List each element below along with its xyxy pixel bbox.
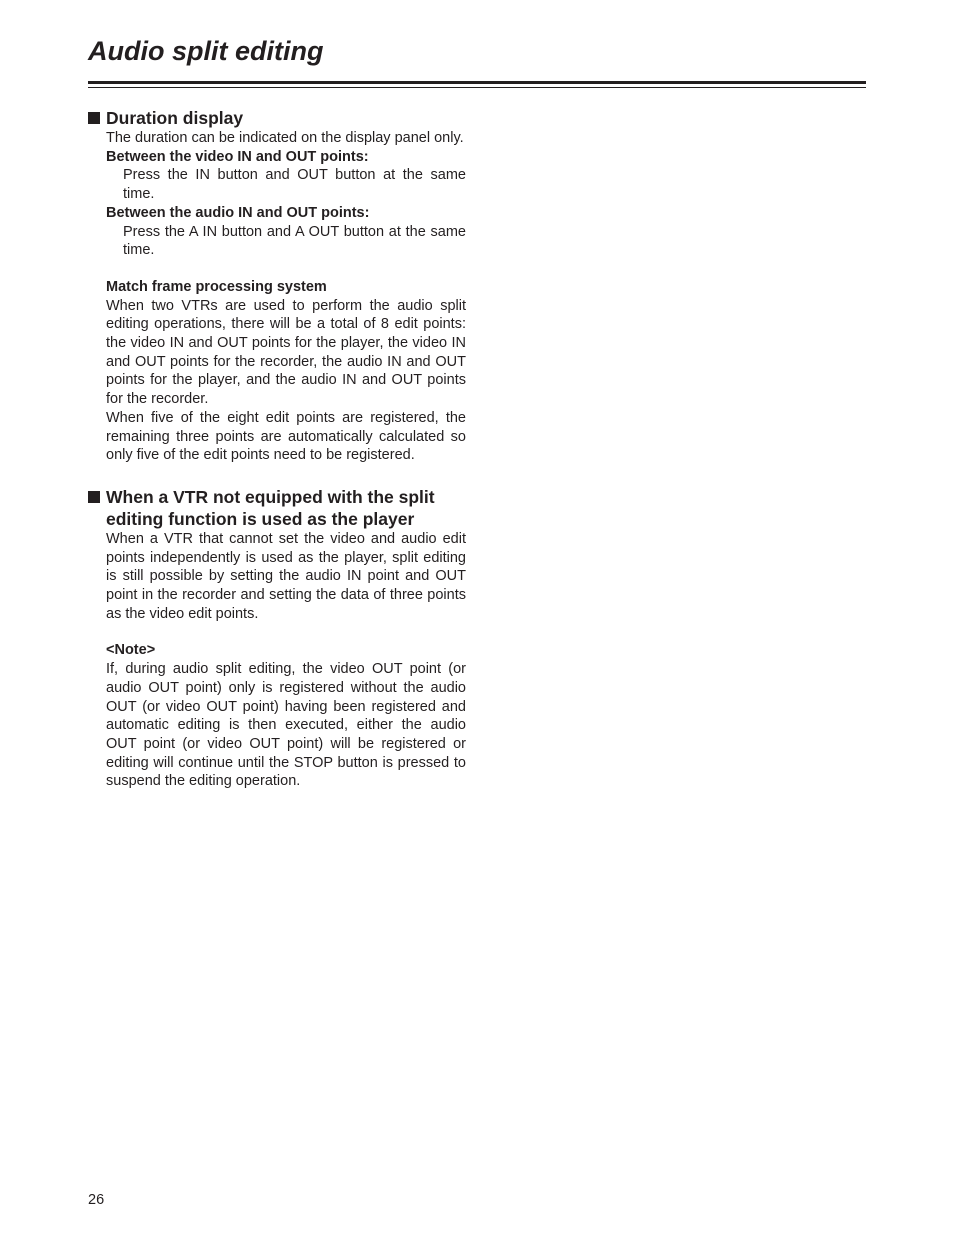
paragraph: When two VTRs are used to perform the audio split editing operations, there will be a total of 8 edit points: the video IN and OUT points for the player, the video IN and OUT points for the recorder, the audio IN and OUT points for the player, and the audio IN and OUT points for the recorder. xyxy=(106,297,466,408)
paragraph: When five of the eight edit points are registered, the remaining three points are automatically calculated so only five of the edit points need to be registered. xyxy=(106,409,466,464)
section-heading xyxy=(88,107,466,129)
section-heading-text: Duration display xyxy=(106,108,244,128)
note-text: If, during audio split editing, the video OUT point (or audio OUT point) only is registered without the audio OUT (or video OUT point) having been registered and automatic editing is then executed, either the audio OUT point (or video OUT point) will be registered or editing will continue until the STOP button is pressed to suspend the editing operation. xyxy=(106,661,466,790)
page-title: Audio split editing xyxy=(88,36,324,66)
item-label: Between the video IN and OUT points: xyxy=(106,148,369,165)
section-heading-text: When a VTR not equipped with the split editing function is used as the player xyxy=(106,486,435,529)
page-number: 26 xyxy=(88,1192,105,1208)
section-duration-display xyxy=(88,107,466,465)
section-non-split-vtr xyxy=(88,486,466,791)
note-label: <Note> xyxy=(106,642,156,659)
subsection-body xyxy=(106,297,466,465)
square-bullet-icon xyxy=(88,112,100,124)
section-intro: When a VTR that cannot set the video and audio edit points independently is used as the player, split editing is still possible by setting the audio IN point and OUT point in the recorder and setting the data of three points as the video edit points. xyxy=(106,530,466,622)
section-intro: The duration can be indicated on the display panel only. xyxy=(106,130,464,146)
square-bullet-icon xyxy=(88,491,100,503)
item-text: Press the IN button and OUT button at the same time. xyxy=(123,167,466,203)
item-text: Press the A IN button and A OUT button at the same time. xyxy=(123,223,466,259)
content-column xyxy=(88,107,466,791)
section-heading xyxy=(88,486,466,530)
subsection-heading: Match frame processing system xyxy=(106,278,327,295)
header-rule-thick xyxy=(88,81,866,84)
header-rule-thin xyxy=(88,87,866,88)
item-label: Between the audio IN and OUT points: xyxy=(106,204,370,221)
